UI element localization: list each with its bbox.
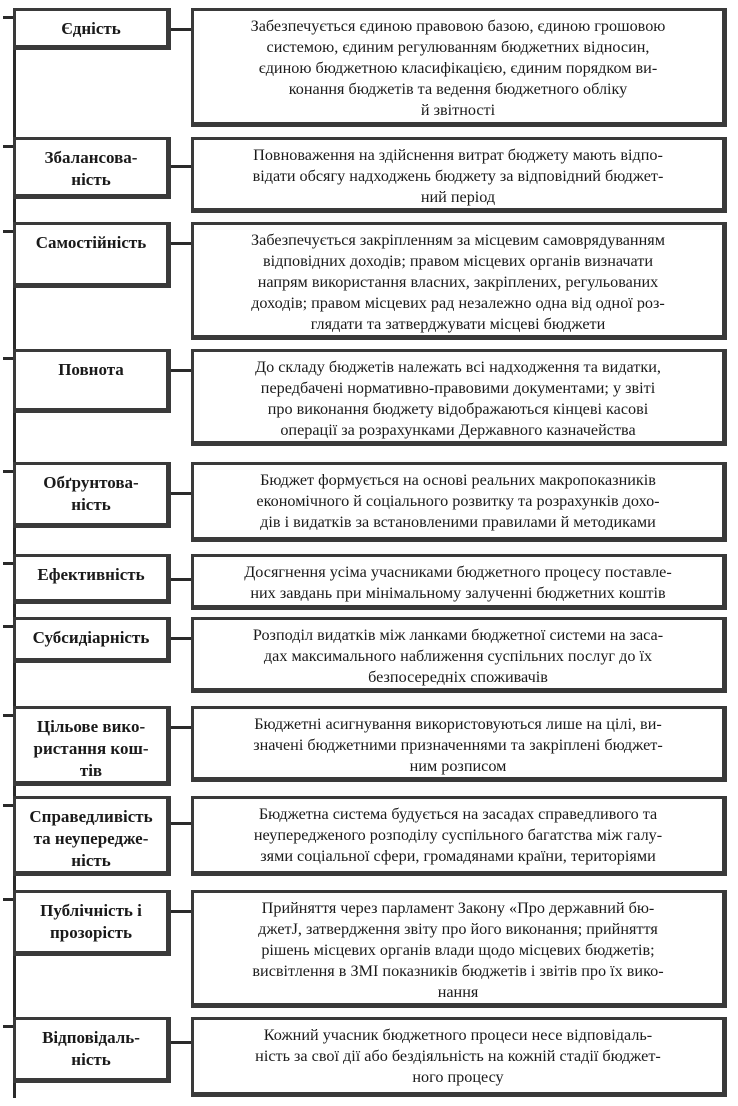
connector-link xyxy=(171,1041,191,1044)
principle-term-box xyxy=(13,137,171,199)
connector-stub xyxy=(3,1025,13,1028)
principle-description: Досягнення усіма учасниками бюджетного процесу поставле- них завдань при мінімальному залученні бюджетних коштів xyxy=(244,563,672,602)
principle-description: Бюджетні асигнування використовуються лише на цілі, ви- значені бюджетними призначеннями та закріплені бюджет- ним розписом xyxy=(253,715,663,775)
connector-stub xyxy=(3,16,13,19)
connector-link xyxy=(171,369,191,372)
connector-stub xyxy=(3,804,13,807)
principle-term: Субсидіарність xyxy=(32,628,150,647)
principle-description-box xyxy=(191,137,727,213)
connector-link xyxy=(171,28,191,31)
connector-stub xyxy=(3,357,13,360)
principle-term: Публічність і прозорість xyxy=(40,901,142,942)
principle-description: Бюджет формується на основі реальних макропоказників економічного й соціального розвитку та розрахунків дохо- дів і видатків за встановленими правилами й методиками xyxy=(256,471,660,531)
connector-link xyxy=(171,492,191,495)
connector-link xyxy=(171,165,191,168)
connector-link xyxy=(171,726,191,729)
principle-term: Справедливість та неупередже- ність xyxy=(29,807,153,870)
principle-term: Відповідаль- ність xyxy=(42,1028,140,1069)
principle-description-box xyxy=(191,349,727,446)
connector-stub xyxy=(3,625,13,628)
principle-description-box xyxy=(191,222,727,340)
principle-term: Збалансова- ність xyxy=(44,148,138,189)
principle-term-box xyxy=(13,796,171,876)
principle-description-box xyxy=(191,796,727,876)
principle-description: До складу бюджетів належать всі надходження та видатки, передбачені нормативно-правовими документами; у звіті про виконання бюджету відображаються кінцеві касові операції за розрахунками Державного казначейства xyxy=(255,358,661,439)
connector-link xyxy=(171,242,191,245)
connector-link xyxy=(171,578,191,581)
principle-description: Прийняття через парламент Закону «Про державний бю- джетJ, затвердження звіту про його виконання; прийняття рішень місцевих органів влади щодо місцевих бюджетів; висвітлення в ЗМІ показників бюджетів і звітів про їх вико- нання xyxy=(252,899,664,1001)
principle-term-box xyxy=(13,1017,171,1083)
principle-description: Повноваження на здійснення витрат бюджету мають відпо- відати обсягу надходжень бюджету за відповідний бюджет- ний період xyxy=(252,146,664,206)
principle-description-box xyxy=(191,554,727,610)
principle-description: Забезпечується закріпленням за місцевим самоврядуванням відповідних доходів; правом місцевих органів визначати напрям використання власних, закріплених, регульованих доходів; правом місцевих рад незалежно одна від одної роз- глядати та затверджувати місцеві бюджети xyxy=(251,231,665,333)
principle-term-box xyxy=(13,890,171,956)
principle-term-box xyxy=(13,706,171,786)
principle-description: Бюджетна система будується на засадах справедливого та неупередженого розподілу суспільного багатства між галу- зями соціальної сфери, громадянами країни, територіями xyxy=(253,805,663,865)
principle-description: Забезпечується єдиною правовою базою, єдиною грошовою системою, єдиним регулюванням бюджетних відносин, єдиною бюджетною класифікацією, єдиним порядком ви- конання бюджетів та ведення бюджетного обліку й звітності xyxy=(250,17,666,119)
principle-term: Самостійність xyxy=(35,233,147,252)
connector-stub xyxy=(3,145,13,148)
principle-term: Ефективність xyxy=(37,565,145,584)
principle-term-box xyxy=(13,554,171,604)
principle-term: Цільове вико- ристання кош- тів xyxy=(33,717,149,780)
principle-description-box xyxy=(191,1017,727,1097)
principle-term-box xyxy=(13,617,171,663)
connector-link xyxy=(171,822,191,825)
connector-stub xyxy=(3,230,13,233)
principle-description: Розподіл видатків між ланками бюджетної системи на заса- дах максимального наближення суспільних послуг до їх безпосередніх споживачів xyxy=(252,626,664,686)
principle-term-box xyxy=(13,8,171,50)
principle-term-box xyxy=(13,462,171,528)
connector-stub xyxy=(3,898,13,901)
principle-description: Кожний учасник бюджетного процеси несе відповідаль- ність за свої дії або бездіяльність на кожній стадії бюджет- ного процесу xyxy=(255,1026,661,1086)
principle-description-box xyxy=(191,890,727,1008)
connector-stub xyxy=(3,470,13,473)
principle-description-box xyxy=(191,706,727,782)
principle-term-box xyxy=(13,349,171,413)
principle-term-box xyxy=(13,222,171,288)
connector-link xyxy=(171,910,191,913)
principle-description-box xyxy=(191,8,727,127)
principle-description-box xyxy=(191,462,727,542)
connector-stub xyxy=(3,714,13,717)
connector-link xyxy=(171,637,191,640)
principle-term: Обґрунтова- ність xyxy=(43,473,139,514)
principle-term: Повнота xyxy=(58,360,124,379)
principle-term: Єдність xyxy=(61,19,121,38)
principle-description-box xyxy=(191,617,727,693)
connector-stub xyxy=(3,562,13,565)
